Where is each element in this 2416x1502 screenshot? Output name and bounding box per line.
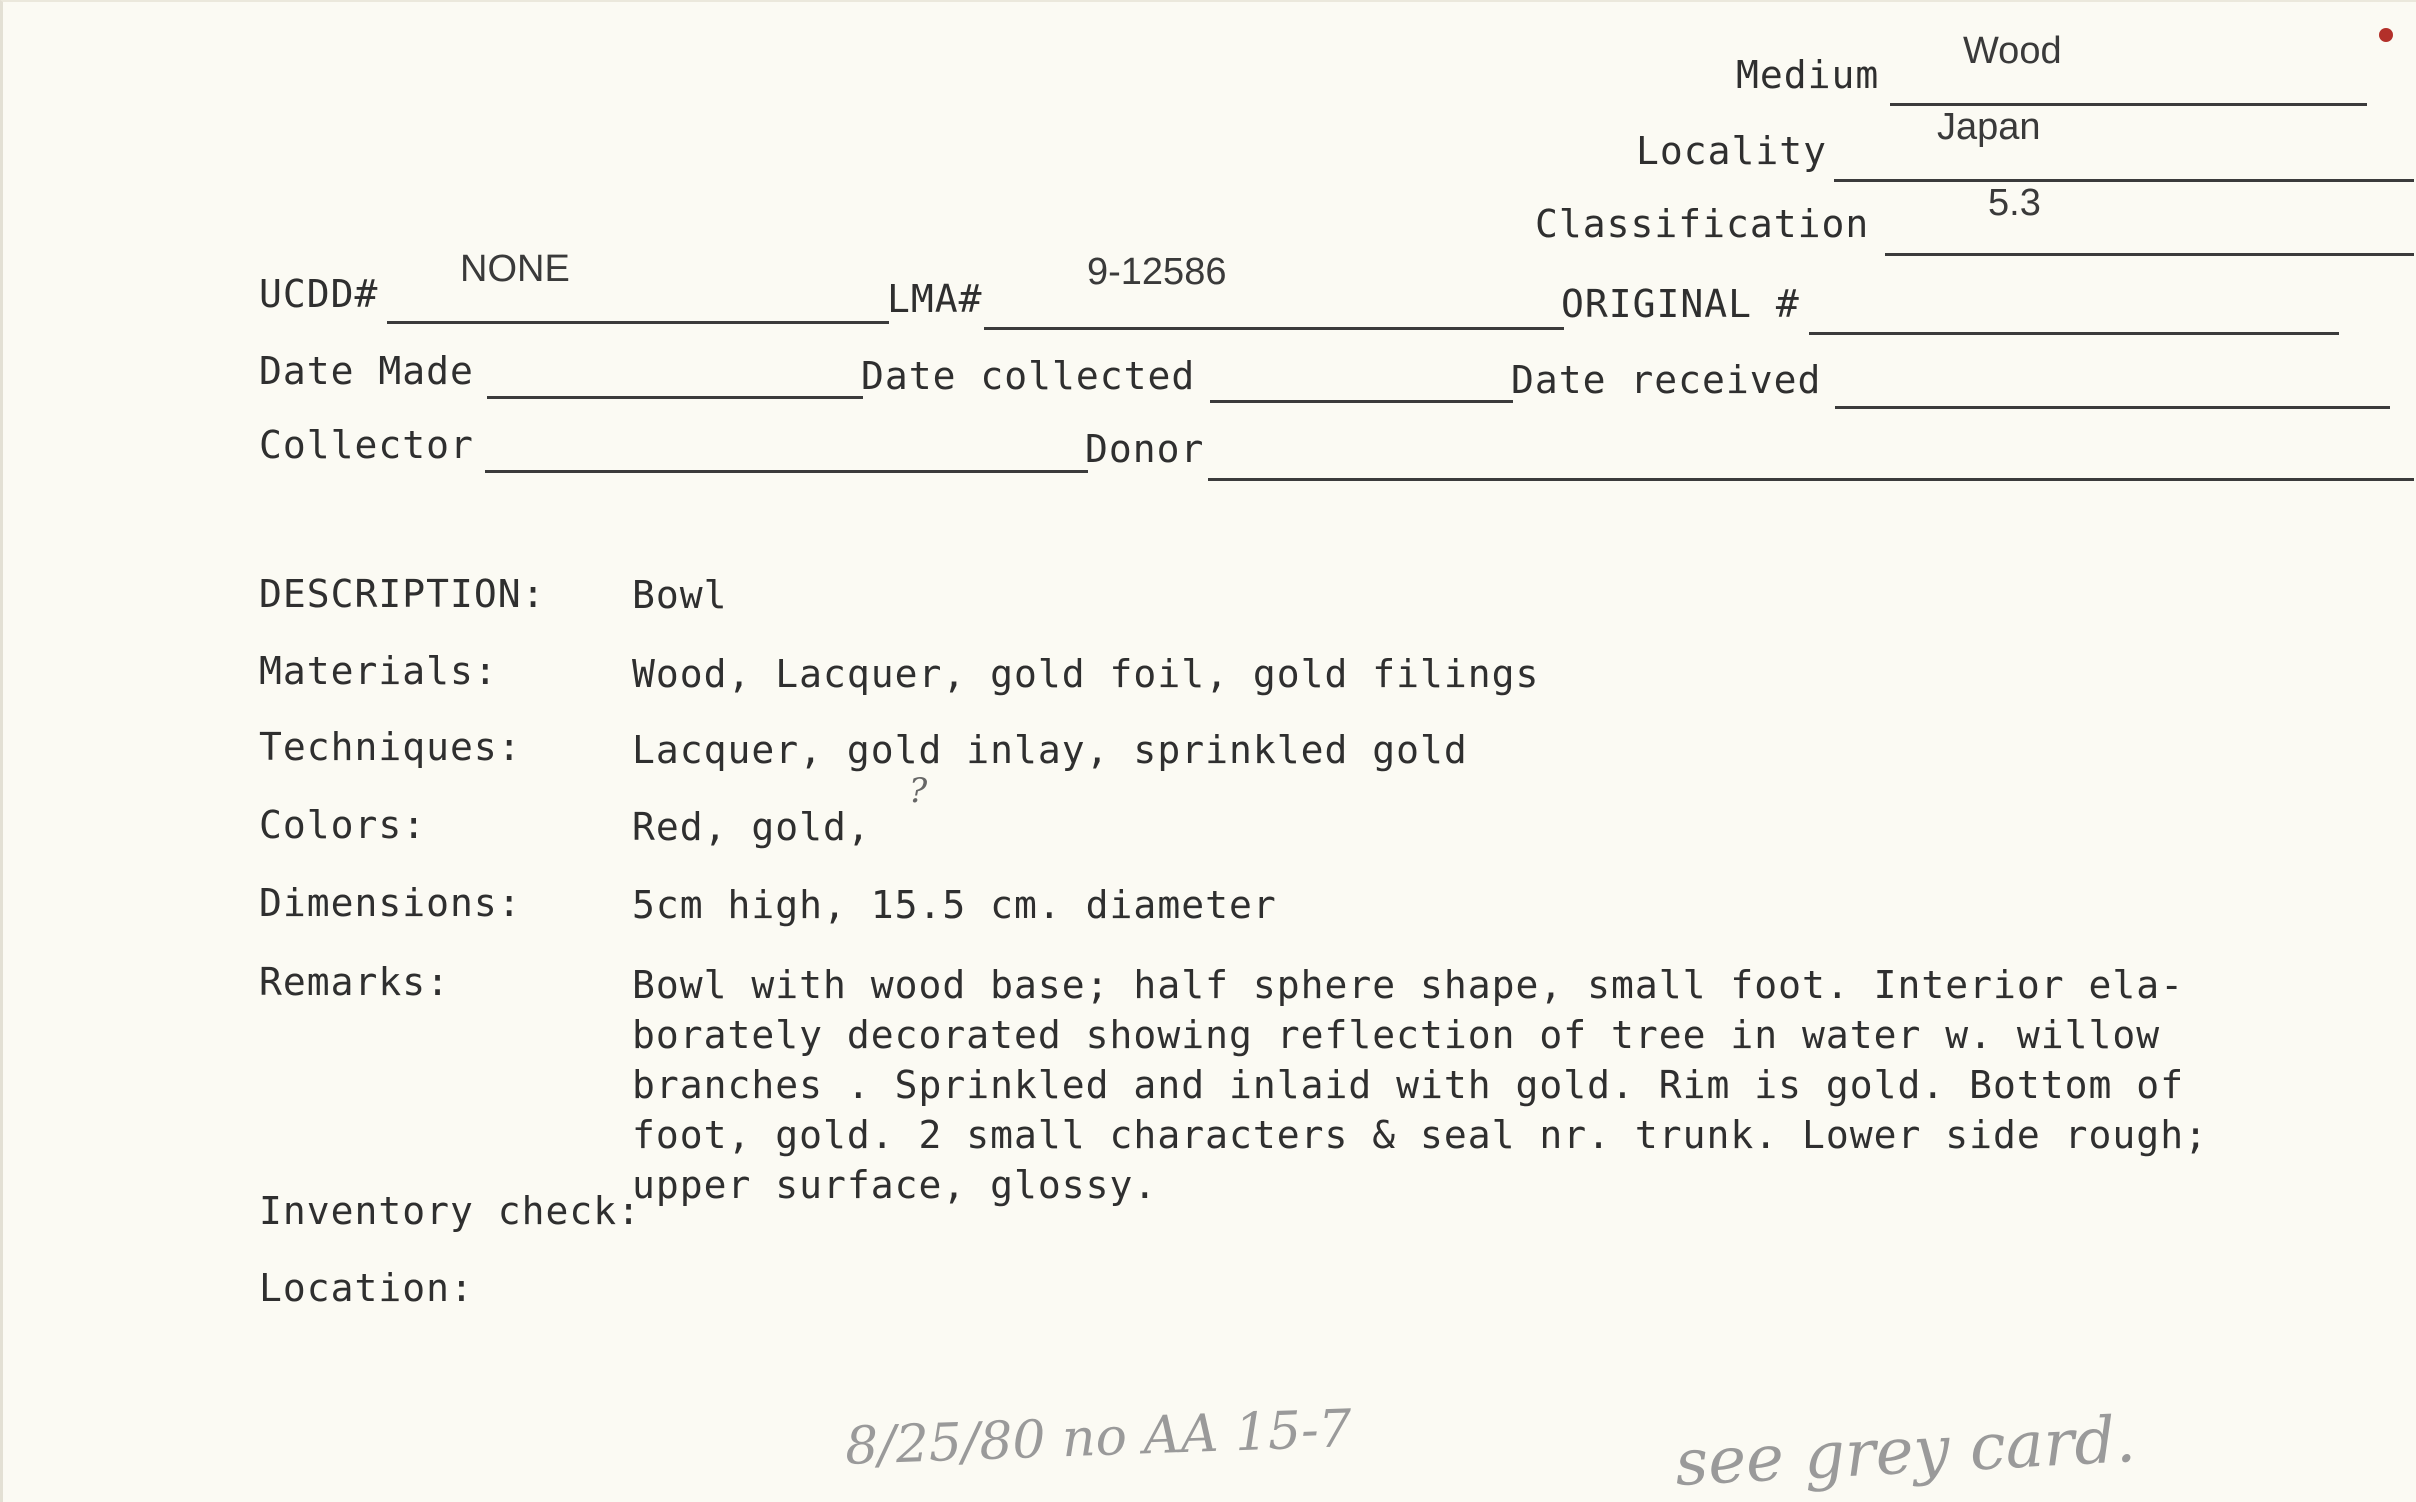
date-made-line: [487, 396, 863, 399]
locality-value: Japan: [1937, 106, 2041, 148]
dimensions-label: Dimensions:: [259, 881, 522, 925]
date-collected-label: Date collected: [861, 354, 1196, 398]
date-collected-line: [1210, 400, 1513, 403]
colors-value: Red, gold,: [632, 805, 871, 849]
medium-value: Wood: [1963, 30, 2062, 72]
locality-line: [1834, 179, 2414, 182]
description-value: Bowl: [632, 573, 728, 617]
classification-line: [1885, 253, 2414, 256]
see-grey-card-note: see grey card.: [1673, 1402, 2138, 1502]
techniques-value: Lacquer, gold inlay, sprinkled gold: [632, 728, 1468, 772]
location-label: Location:: [259, 1266, 474, 1310]
lma-label: LMA#: [887, 277, 983, 321]
colors-annotation: ?: [909, 771, 928, 811]
techniques-label: Techniques:: [259, 725, 522, 769]
collector-label: Collector: [259, 423, 474, 467]
red-mark: [2379, 28, 2393, 42]
colors-label: Colors:: [259, 803, 427, 847]
ucdd-line: [387, 321, 889, 324]
classification-value: 5.3: [1988, 182, 2041, 224]
locality-label: Locality: [1636, 129, 1828, 173]
inventory-handwritten-note: 8/25/80 no AA 15-7: [844, 1399, 1353, 1477]
donor-label: Donor: [1085, 427, 1205, 471]
remarks-value: Bowl with wood base; half sphere shape, small foot. Interior ela- borately decorated showing reflection of tree in water w. willow branches . Sprinkled and inlaid with gold. Rim is gold. Bottom of foot, gold. 2 small characters & seal nr. trunk. Lower side rough; upper surface, glossy.: [632, 963, 2208, 1207]
ucdd-value: NONE: [460, 248, 570, 290]
collector-line: [485, 470, 1088, 473]
original-number-label: ORIGINAL #: [1561, 282, 1800, 326]
remarks-label: Remarks:: [259, 960, 451, 1004]
ucdd-label: UCDD#: [259, 272, 379, 316]
donor-line: [1208, 478, 2414, 481]
description-label: DESCRIPTION:: [259, 572, 546, 616]
classification-label: Classification: [1535, 202, 1870, 246]
lma-line: [984, 327, 1564, 330]
date-made-label: Date Made: [259, 349, 474, 393]
medium-label: Medium: [1736, 53, 1880, 97]
dimensions-value: 5cm high, 15.5 cm. diameter: [632, 883, 1277, 927]
date-received-label: Date received: [1511, 358, 1822, 402]
inventory-check-label: Inventory check:: [259, 1189, 642, 1233]
date-received-line: [1835, 406, 2390, 409]
materials-value: Wood, Lacquer, gold foil, gold filings: [632, 652, 1540, 696]
materials-label: Materials:: [259, 649, 498, 693]
original-number-line: [1809, 332, 2339, 335]
lma-value: 9-12586: [1087, 251, 1227, 293]
